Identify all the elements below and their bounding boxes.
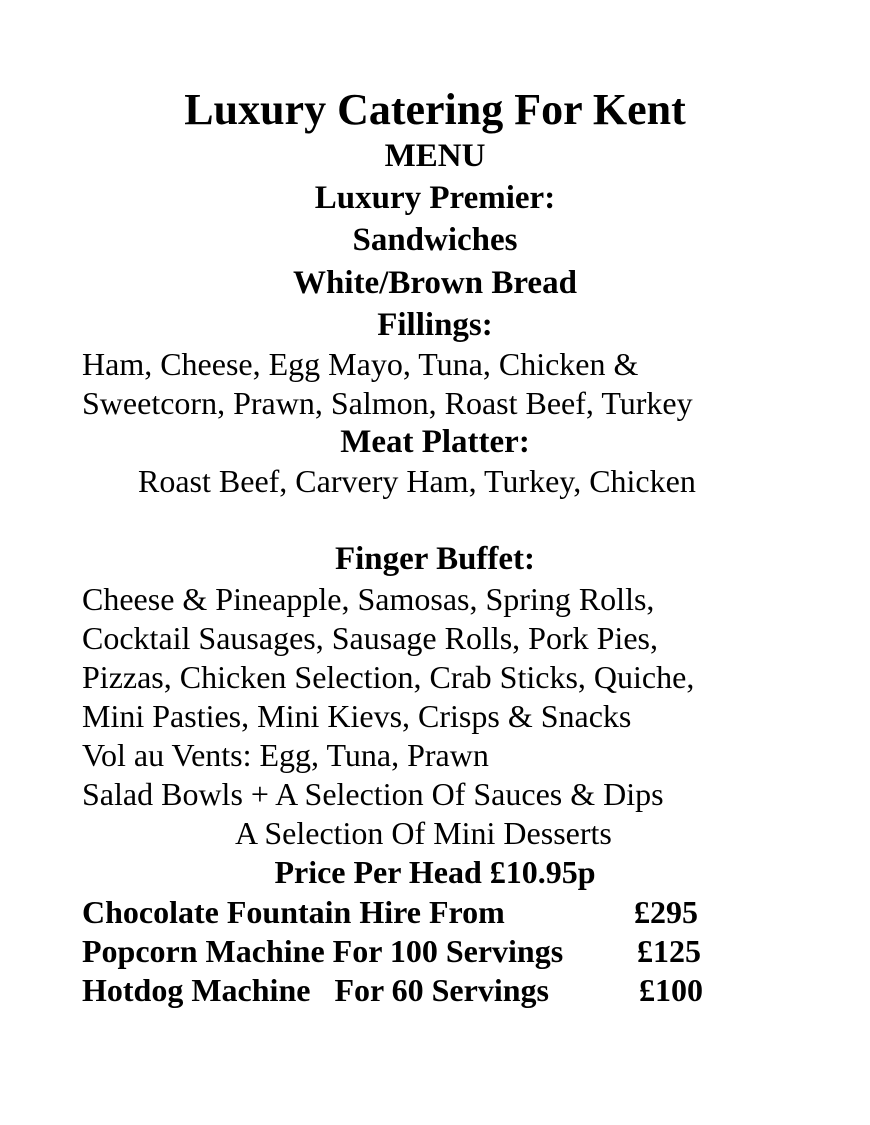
buffet-line: Pizzas, Chicken Selection, Crab Sticks, Quiche, <box>82 659 695 695</box>
package-heading: Luxury Premier: <box>314 180 556 216</box>
buffet-line: Vol au Vents: Egg, Tuna, Prawn <box>82 737 489 773</box>
extra-label: Popcorn Machine For 100 Servings <box>82 933 564 969</box>
extra-price: £125 <box>637 933 701 969</box>
buffet-line: Salad Bowls + A Selection Of Sauces & Dips <box>82 776 664 812</box>
extra-price: £295 <box>634 894 698 930</box>
fillings-line: Sweetcorn, Prawn, Salmon, Roast Beef, Turkey <box>82 385 693 421</box>
bread-heading: White/Brown Bread <box>293 265 577 301</box>
extra-price: £100 <box>639 972 703 1008</box>
meat-platter-heading: Meat Platter: <box>340 424 530 460</box>
price-per-head: Price Per Head £10.95p <box>274 854 596 890</box>
meat-platter-items: Roast Beef, Carvery Ham, Turkey, Chicken <box>138 463 696 499</box>
extra-label: Chocolate Fountain Hire From <box>82 894 505 930</box>
fillings-heading: Fillings: <box>377 307 493 343</box>
fillings-line: Ham, Cheese, Egg Mayo, Tuna, Chicken & <box>82 346 639 382</box>
extra-label: Hotdog Machine For 60 Servings <box>82 972 549 1008</box>
buffet-line: Mini Pasties, Mini Kievs, Crisps & Snacks <box>82 698 632 734</box>
buffet-line: Cheese & Pineapple, Samosas, Spring Rolls, <box>82 581 655 617</box>
sandwiches-heading: Sandwiches <box>352 222 518 258</box>
menu-heading: MENU <box>384 138 486 174</box>
buffet-line: Cocktail Sausages, Sausage Rolls, Pork Pies, <box>82 620 658 656</box>
desserts-line: A Selection Of Mini Desserts <box>235 815 612 851</box>
finger-buffet-heading: Finger Buffet: <box>334 541 536 577</box>
page-title: Luxury Catering For Kent <box>184 85 686 134</box>
